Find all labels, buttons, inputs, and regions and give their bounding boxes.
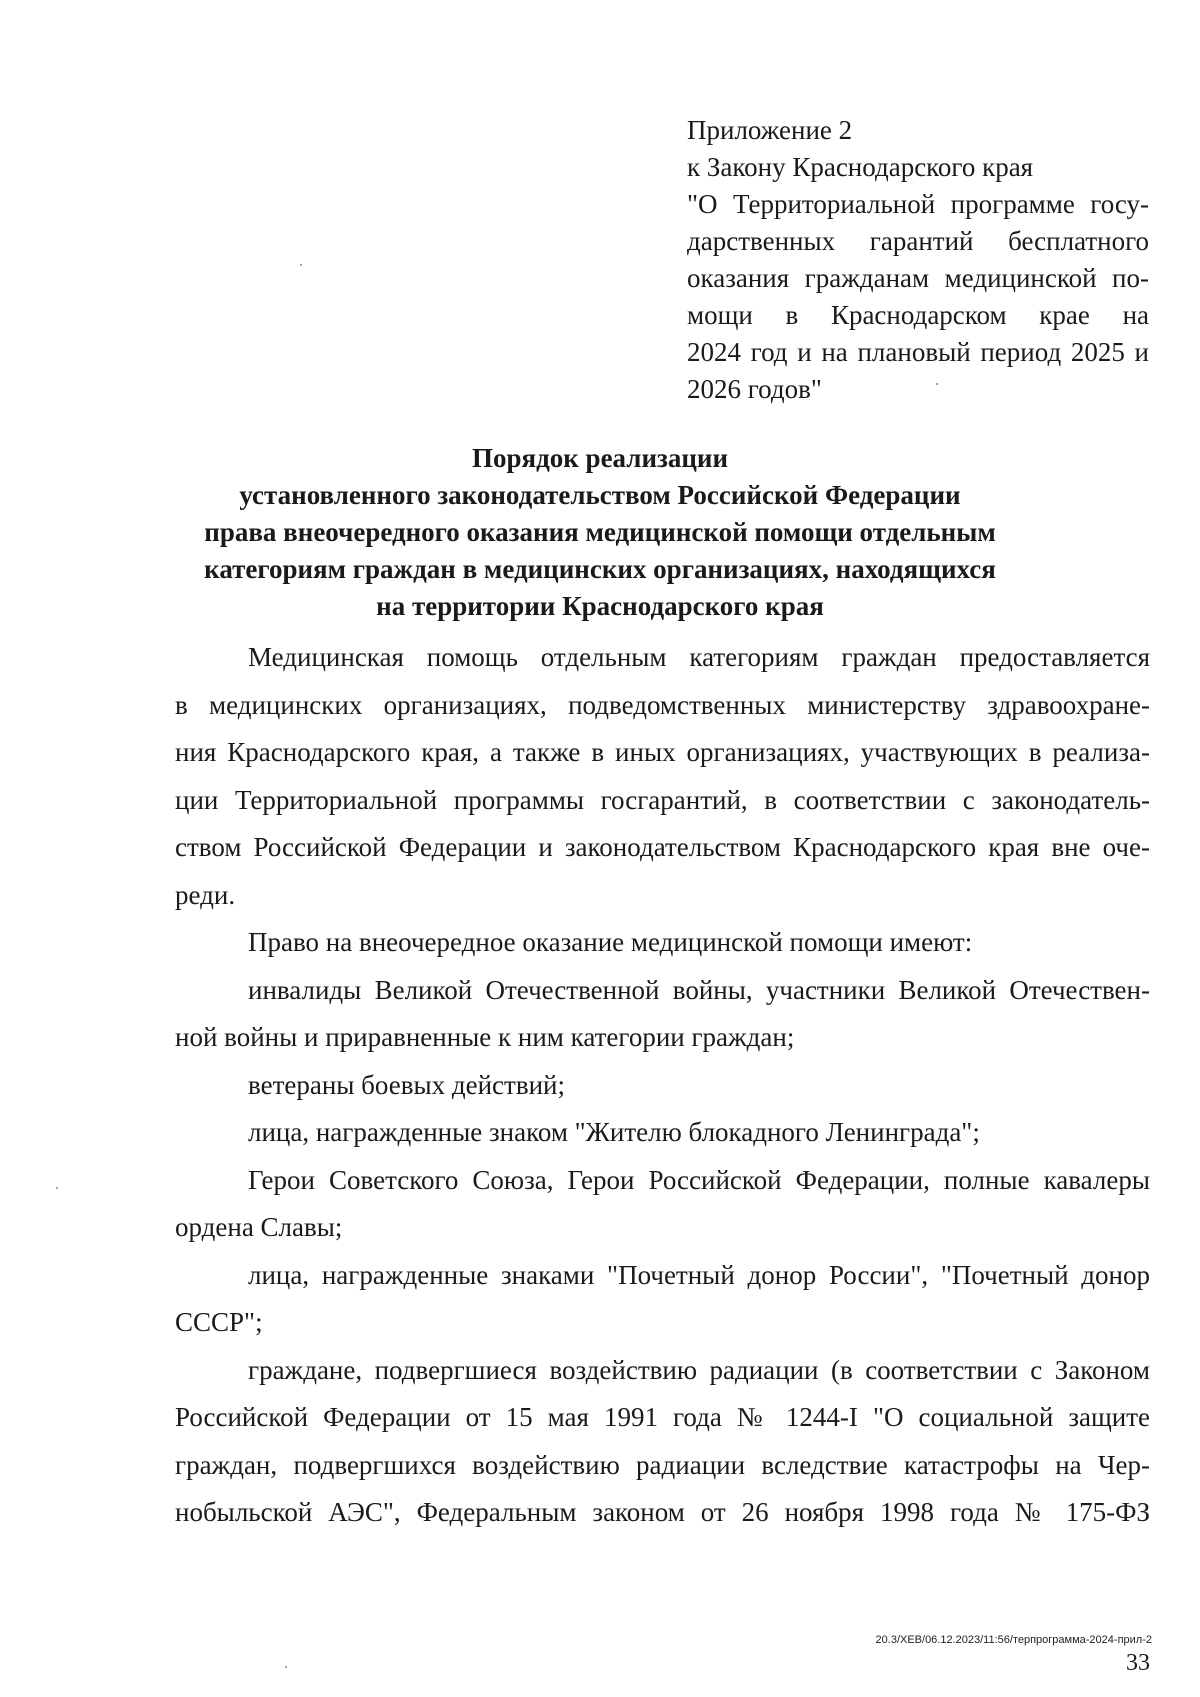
annex-line: дарственных гарантий бесплатного: [687, 226, 1149, 256]
body-line: ния Краснодарского края, а также в иных организациях, участвующих в реализа-: [175, 737, 1150, 767]
body-line: Российской Федерации от 15 мая 1991 года № 1244-I "О социальной защите: [175, 1402, 1150, 1432]
scan-speck: [936, 383, 938, 385]
body-line: граждане, подвергшиеся воздействию радиации (в соответствии с Законом: [248, 1354, 1150, 1385]
annex-line: Приложение 2: [687, 115, 853, 145]
document-title: [150, 440, 1050, 625]
body-line: СССР";: [175, 1307, 263, 1337]
title-line: установленного законодательством Российской Федерации: [239, 480, 961, 510]
annex-line: 2026 годов": [687, 374, 822, 404]
document-body: [175, 634, 1150, 1537]
annex-line: оказания гражданам медицинской по-: [687, 263, 1149, 293]
body-line: граждан, подвергшихся воздействию радиации вследствие катастрофы на Чер-: [175, 1449, 1150, 1480]
body-line: ции Территориальной программы госгарантий, в соответствии с законодатель-: [175, 784, 1150, 815]
body-line: Герои Советского Союза, Герои Российской Федерации, полные кавалеры: [248, 1164, 1150, 1195]
body-line: в медицинских организациях, подведомственных министерству здравоохране-: [175, 689, 1150, 720]
body-line: ветераны боевых действий;: [248, 1069, 565, 1100]
scan-speck: [285, 1666, 287, 1668]
annex-header: [687, 112, 1149, 408]
annex-line: к Закону Краснодарского края: [687, 152, 1034, 182]
body-line: нобыльской АЭС", Федеральным законом от 26 ноября 1998 года № 175-ФЗ: [175, 1497, 1150, 1527]
body-line: ной войны и приравненные к ним категории граждан;: [175, 1022, 795, 1052]
body-line: Медицинская помощь отдельным категориям граждан предоставляется: [248, 642, 1150, 672]
annex-line: 2024 год и на плановый период 2025 и: [687, 337, 1149, 367]
body-line: Право на внеочередное оказание медицинской помощи имеют:: [248, 927, 973, 957]
title-line: Порядок реализации: [471, 443, 729, 473]
annex-line: мощи в Краснодарском крае на: [687, 300, 1149, 330]
title-line: права внеочередного оказания медицинской помощи отдельным: [204, 517, 996, 547]
title-line: категориям граждан в медицинских организациях, находящихся: [204, 554, 996, 584]
body-line: инвалиды Великой Отечественной войны, участники Великой Отечествен-: [248, 974, 1150, 1005]
body-line: ством Российской Федерации и законодательством Краснодарского края вне оче-: [175, 832, 1150, 862]
body-line: лица, награжденные знаками "Почетный донор России", "Почетный донор: [248, 1259, 1150, 1290]
body-line: ордена Славы;: [175, 1212, 343, 1242]
page-number: 33: [1126, 1650, 1150, 1676]
annex-line: "О Территориальной программе госу-: [687, 189, 1149, 219]
body-line: лица, награжденные знаком "Жителю блокадного Ленинграда";: [248, 1117, 980, 1147]
title-line: на территории Краснодарского края: [376, 591, 824, 621]
body-line: реди.: [175, 879, 236, 910]
document-footer-code: 20.3/ХЕВ/06.12.2023/11:56/терпрограмма-2024-прил-2: [875, 1634, 1152, 1646]
scan-speck: [300, 264, 302, 266]
scan-speck: [56, 1187, 58, 1189]
